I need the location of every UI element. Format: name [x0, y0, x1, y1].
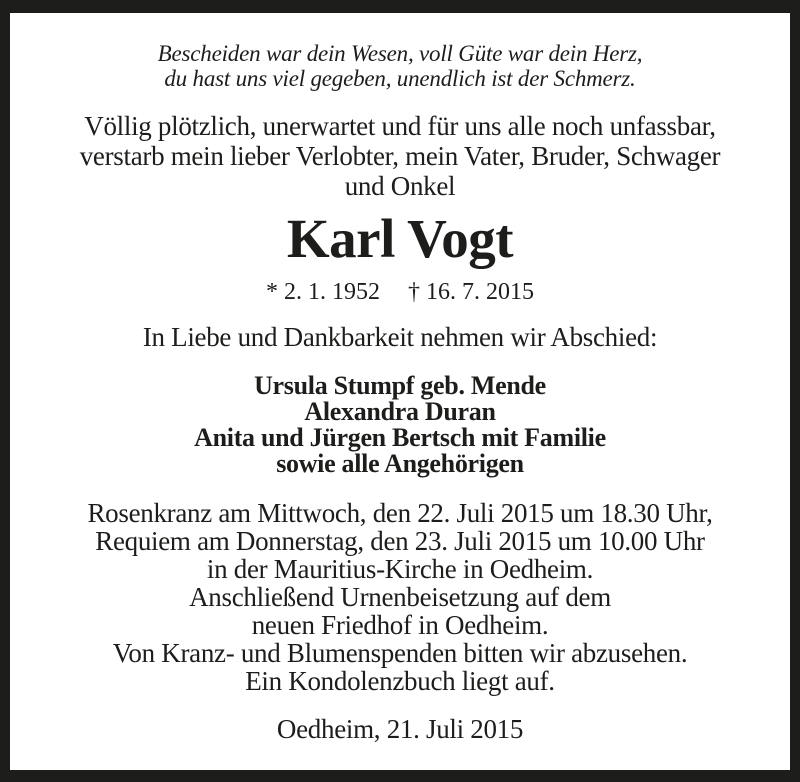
farewell-line: In Liebe und Dankbarkeit nehmen wir Abschied:	[142, 322, 658, 352]
mourner-4: sowie alle Angehörigen	[276, 449, 524, 478]
service-line-5: neuen Friedhof in Oedheim.	[251, 610, 549, 640]
obituary-notice	[10, 13, 790, 770]
intro-line-1: Völlig plötzlich, unerwartet und für uns alle noch unfassbar,	[84, 111, 716, 141]
intro-line-2: verstarb mein lieber Verlobter, mein Vater, Bruder, Schwager	[79, 141, 721, 171]
service-line-4: Anschließend Urnenbeisetzung auf dem	[189, 582, 611, 612]
deceased-name: Karl Vogt	[286, 208, 514, 269]
epigraph-line-2: du hast uns viel gegeben, unendlich ist der Schmerz.	[164, 66, 636, 91]
service-line-1: Rosenkranz am Mittwoch, den 22. Juli 2015 um 18.30 Uhr,	[87, 498, 713, 528]
service-line-3: in der Mauritius-Kirche in Oedheim.	[206, 554, 594, 584]
epigraph-verse	[10, 41, 790, 91]
life-dates	[10, 279, 790, 305]
mourner-2: Alexandra Duran	[304, 397, 496, 426]
service-line-6: Von Kranz- und Blumenspenden bitten wir abzusehen.	[112, 638, 688, 668]
service-line-2: Requiem am Donnerstag, den 23. Juli 2015 um 10.00 Uhr	[95, 526, 705, 556]
mourner-3: Anita und Jürgen Bertsch mit Familie	[194, 423, 606, 452]
mourner-1: Ursula Stumpf geb. Mende	[254, 371, 546, 400]
death-date: † 16. 7. 2015	[408, 279, 534, 305]
intro-line-3: und Onkel	[344, 171, 456, 201]
service-information	[10, 499, 790, 695]
epigraph-line-1: Bescheiden war dein Wesen, voll Güte war dein Herz,	[157, 41, 643, 66]
mourners-list	[10, 373, 790, 477]
intro-text	[10, 111, 790, 201]
birth-date: * 2. 1. 1952	[266, 279, 380, 305]
place-and-date: Oedheim, 21. Juli 2015	[276, 714, 524, 744]
service-line-7: Ein Kondolenzbuch liegt auf.	[245, 666, 555, 696]
